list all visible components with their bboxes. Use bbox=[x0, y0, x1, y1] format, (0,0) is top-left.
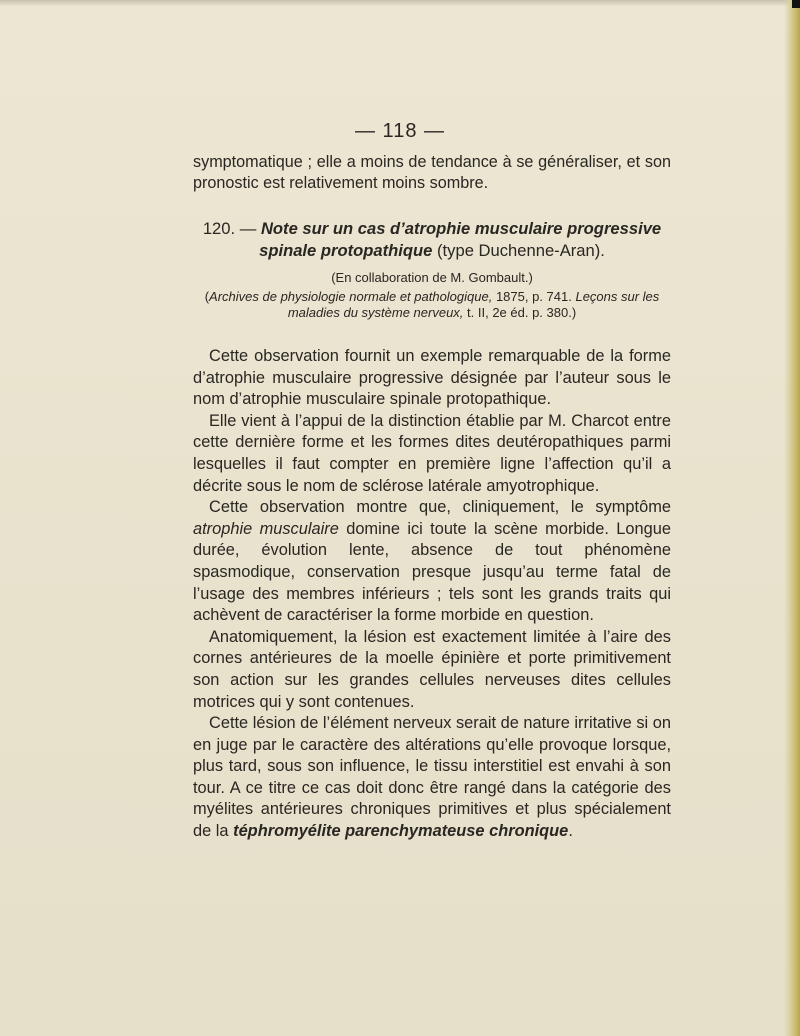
corner-mark bbox=[792, 0, 800, 8]
section-title: Note sur un cas d’atrophie musculaire progressive spinale protopathique bbox=[259, 219, 662, 260]
reference-close: t. II, 2e éd. p. 380.) bbox=[463, 305, 577, 320]
collaboration-note: (En collaboration de M. Gombault.) bbox=[331, 270, 533, 285]
paragraph-text: domine ici toute la scène morbide. Longue durée, évolution lente, absence de tout phénomène spasmodique, conservation presque jusqu’au terme fatal de l’usage des membres inférieurs ; tels sont les grands traits qui achèvent de caractériser la forme morbide en question. bbox=[193, 519, 671, 625]
body-paragraph: Cette observation fournit un exemple remarquable de la forme d’atrophie musculaire progressive désignée par l’auteur sous le nom d’atrophie musculaire spinale protopathique. bbox=[193, 347, 671, 409]
section-number: 120. bbox=[202, 219, 236, 238]
paragraph-text: Cette observation montre que, cliniquement, le symptôme bbox=[209, 498, 671, 517]
section-heading bbox=[193, 218, 671, 262]
reference-open: ( bbox=[204, 289, 210, 304]
text-block bbox=[193, 152, 671, 843]
intro-paragraph: symptomatique ; elle a moins de tendance à se généraliser, et son pronostic est relativement moins sombre. bbox=[193, 153, 671, 192]
reference-details: 1875, p. 741. bbox=[492, 289, 576, 304]
bibliographic-reference bbox=[193, 289, 671, 321]
paragraph-text: Cette lésion de l’élément nerveux serait de nature irritative si on en juge par le caractère des altérations qu’elle provoque lorsque, plus tard, sous son influence, le tissu interstitiel est envahi à son tour. A ce titre ce cas doit donc être rangé dans la catégorie des myélites antérieures chroniques primitives et plus spécialement de la bbox=[193, 714, 671, 841]
section-title-type: (type Duchenne-Aran). bbox=[432, 241, 605, 260]
emphasis-text: téphromyélite parenchymateuse chronique bbox=[233, 822, 569, 841]
page-top-edge bbox=[0, 0, 800, 6]
emphasis-text: atrophie musculaire bbox=[193, 519, 339, 538]
reference-book: Leçons sur les maladies du système nerveux, bbox=[287, 289, 660, 320]
paragraph-text: . bbox=[568, 822, 573, 841]
reference-journal: Archives de physiologie normale et pathologique, bbox=[209, 289, 493, 304]
page-right-edge bbox=[784, 0, 800, 1036]
body-paragraph bbox=[193, 713, 671, 843]
page-number: — 118 — bbox=[355, 120, 445, 142]
body-paragraph: Anatomiquement, la lésion est exactement limitée à l’aire des cornes antérieures de la moelle épinière et porte primitivement son action sur les grandes cellules nerveuses dites cellules motrices qui y sont contenues. bbox=[193, 627, 671, 711]
body-paragraph: Elle vient à l’appui de la distinction établie par M. Charcot entre cette dernière forme et les formes dites deutéropathiques parmi lesquelles il faut compter en première ligne l’affection qu’il a décrite sous le nom de sclérose latérale amyotrophique. bbox=[193, 411, 671, 495]
body-paragraph bbox=[193, 497, 671, 627]
section-dash: — bbox=[235, 219, 261, 238]
